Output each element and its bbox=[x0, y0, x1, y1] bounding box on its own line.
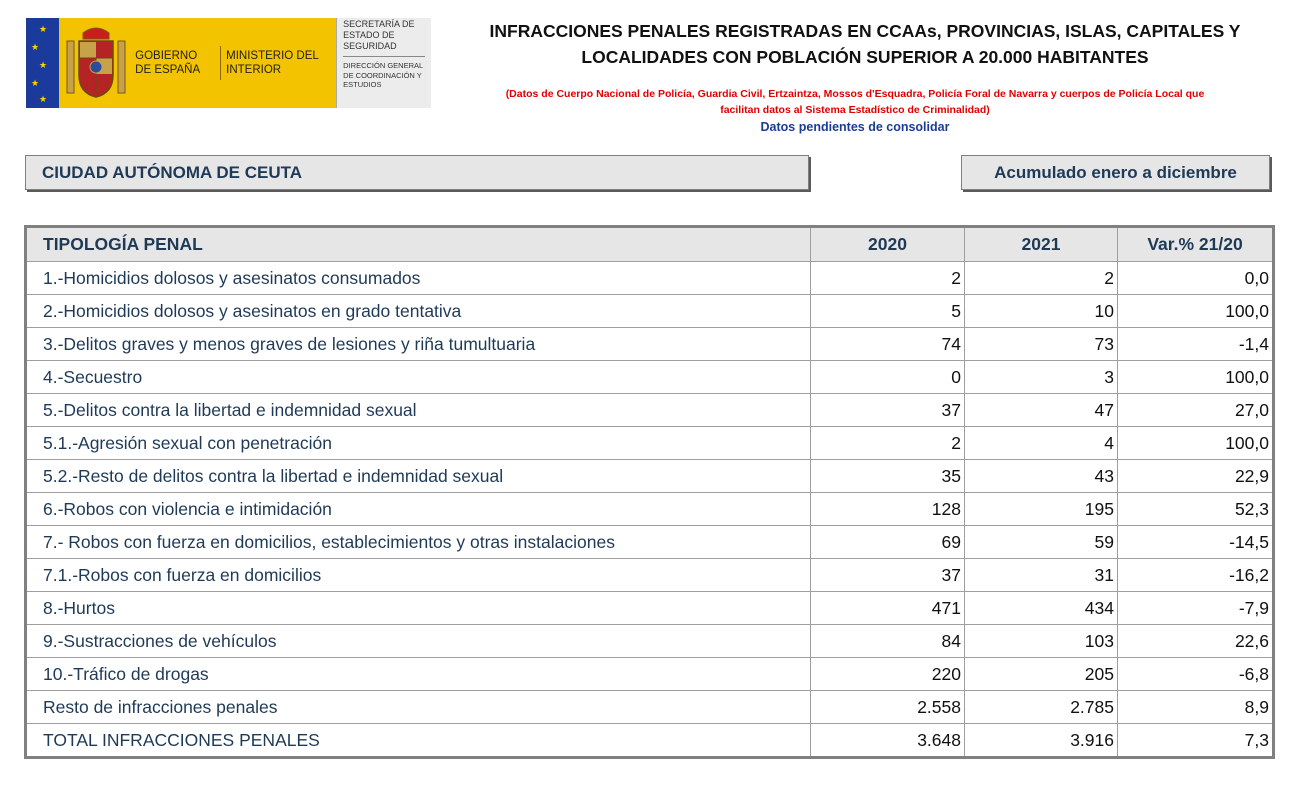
row-label: 2.-Homicidios dolosos y asesinatos en grado tentativa bbox=[26, 295, 811, 328]
row-label: 5.1.-Agresión sexual con penetración bbox=[26, 427, 811, 460]
variation: 27,0 bbox=[1118, 394, 1274, 427]
variation: -6,8 bbox=[1118, 658, 1274, 691]
data-sources-note bbox=[470, 86, 1240, 118]
value-2021: 2 bbox=[965, 262, 1118, 295]
variation: 22,9 bbox=[1118, 460, 1274, 493]
title-line-1: INFRACCIONES PENALES REGISTRADAS EN CCAAs, PROVINCIAS, ISLAS, CAPITALES Y bbox=[489, 21, 1241, 41]
value-2020: 3.648 bbox=[811, 724, 965, 758]
value-2020: 37 bbox=[811, 394, 965, 427]
value-2021: 73 bbox=[965, 328, 1118, 361]
variation: 100,0 bbox=[1118, 295, 1274, 328]
value-2021: 31 bbox=[965, 559, 1118, 592]
table-row bbox=[26, 691, 1274, 724]
variation: 22,6 bbox=[1118, 625, 1274, 658]
table-row bbox=[26, 625, 1274, 658]
value-2020: 5 bbox=[811, 295, 965, 328]
value-2021: 434 bbox=[965, 592, 1118, 625]
value-2021: 3.916 bbox=[965, 724, 1118, 758]
spain-government-block bbox=[59, 18, 336, 108]
variation: -1,4 bbox=[1118, 328, 1274, 361]
pending-consolidation-note: Datos pendientes de consolidar bbox=[760, 120, 950, 134]
sources-line-2: facilitan datos al Sistema Estadístico de Criminalidad) bbox=[720, 104, 990, 116]
row-label: 1.-Homicidios dolosos y asesinatos consumados bbox=[26, 262, 811, 295]
eu-flag-icon: ★ ★ ★ ★ ★ bbox=[26, 18, 59, 108]
row-label: 9.-Sustracciones de vehículos bbox=[26, 625, 811, 658]
column-header-2021: 2021 bbox=[965, 227, 1118, 262]
variation: -16,2 bbox=[1118, 559, 1274, 592]
secretaria-divider bbox=[343, 56, 425, 57]
value-2021: 195 bbox=[965, 493, 1118, 526]
table-row bbox=[26, 262, 1274, 295]
gobierno-label: GOBIERNO DE ESPAÑA bbox=[135, 50, 201, 76]
value-2021: 10 bbox=[965, 295, 1118, 328]
variation: -7,9 bbox=[1118, 592, 1274, 625]
variation: 100,0 bbox=[1118, 361, 1274, 394]
table-row bbox=[26, 592, 1274, 625]
period-label: Acumulado enero a diciembre bbox=[961, 155, 1270, 190]
region-label: CIUDAD AUTÓNOMA DE CEUTA bbox=[25, 155, 809, 190]
table-row bbox=[26, 493, 1274, 526]
variation: 7,3 bbox=[1118, 724, 1274, 758]
value-2020: 471 bbox=[811, 592, 965, 625]
row-label: 8.-Hurtos bbox=[26, 592, 811, 625]
variation: 52,3 bbox=[1118, 493, 1274, 526]
table-row bbox=[26, 559, 1274, 592]
row-label: 7.1.-Robos con fuerza en domicilios bbox=[26, 559, 811, 592]
table-header-row bbox=[26, 227, 1274, 262]
table-row bbox=[26, 724, 1274, 758]
row-label: 5.2.-Resto de delitos contra la libertad e indemnidad sexual bbox=[26, 460, 811, 493]
row-label: Resto de infracciones penales bbox=[26, 691, 811, 724]
secretaria-block bbox=[336, 18, 431, 108]
direccion-label: DIRECCIÓN GENERAL DE COORDINACIÓN Y ESTUDIOS bbox=[343, 61, 423, 89]
value-2020: 2.558 bbox=[811, 691, 965, 724]
variation: -14,5 bbox=[1118, 526, 1274, 559]
variation: 8,9 bbox=[1118, 691, 1274, 724]
coat-of-arms-icon bbox=[63, 23, 129, 103]
value-2020: 128 bbox=[811, 493, 965, 526]
value-2020: 2 bbox=[811, 262, 965, 295]
variation: 100,0 bbox=[1118, 427, 1274, 460]
table-row bbox=[26, 526, 1274, 559]
ministerio-label: MINISTERIO DEL INTERIOR bbox=[226, 50, 319, 76]
logo-divider bbox=[220, 46, 221, 80]
ministry-logo bbox=[26, 18, 431, 108]
value-2021: 47 bbox=[965, 394, 1118, 427]
value-2021: 3 bbox=[965, 361, 1118, 394]
value-2020: 0 bbox=[811, 361, 965, 394]
value-2020: 74 bbox=[811, 328, 965, 361]
page-title bbox=[470, 18, 1260, 70]
value-2021: 2.785 bbox=[965, 691, 1118, 724]
column-header-2020: 2020 bbox=[811, 227, 965, 262]
row-label: 3.-Delitos graves y menos graves de lesiones y riña tumultuaria bbox=[26, 328, 811, 361]
row-label: 5.-Delitos contra la libertad e indemnidad sexual bbox=[26, 394, 811, 427]
value-2020: 2 bbox=[811, 427, 965, 460]
crime-statistics-table bbox=[24, 225, 1275, 759]
table-row bbox=[26, 658, 1274, 691]
value-2020: 220 bbox=[811, 658, 965, 691]
table-row bbox=[26, 427, 1274, 460]
row-label: 6.-Robos con violencia e intimidación bbox=[26, 493, 811, 526]
value-2021: 59 bbox=[965, 526, 1118, 559]
value-2020: 69 bbox=[811, 526, 965, 559]
value-2021: 43 bbox=[965, 460, 1118, 493]
value-2020: 37 bbox=[811, 559, 965, 592]
value-2020: 35 bbox=[811, 460, 965, 493]
row-label: TOTAL INFRACCIONES PENALES bbox=[26, 724, 811, 758]
column-header-tipologia: TIPOLOGÍA PENAL bbox=[26, 227, 811, 262]
variation: 0,0 bbox=[1118, 262, 1274, 295]
title-line-2: LOCALIDADES CON POBLACIÓN SUPERIOR A 20.000 HABITANTES bbox=[581, 47, 1149, 67]
table-row bbox=[26, 361, 1274, 394]
secretaria-label: SECRETARÍA DE ESTADO DE SEGURIDAD bbox=[343, 19, 415, 51]
table-body bbox=[26, 262, 1274, 758]
value-2020: 84 bbox=[811, 625, 965, 658]
column-header-variation: Var.% 21/20 bbox=[1118, 227, 1274, 262]
value-2021: 205 bbox=[965, 658, 1118, 691]
value-2021: 103 bbox=[965, 625, 1118, 658]
row-label: 4.-Secuestro bbox=[26, 361, 811, 394]
table-row bbox=[26, 460, 1274, 493]
table-row bbox=[26, 295, 1274, 328]
table-row bbox=[26, 328, 1274, 361]
row-label: 10.-Tráfico de drogas bbox=[26, 658, 811, 691]
value-2021: 4 bbox=[965, 427, 1118, 460]
sources-line-1: (Datos de Cuerpo Nacional de Policía, Guardia Civil, Ertzaintza, Mossos d'Esquadra, Policía Foral de Navarra y cuerpos de Policía Local que bbox=[505, 88, 1205, 100]
row-label: 7.- Robos con fuerza en domicilios, establecimientos y otras instalaciones bbox=[26, 526, 811, 559]
table-row bbox=[26, 394, 1274, 427]
